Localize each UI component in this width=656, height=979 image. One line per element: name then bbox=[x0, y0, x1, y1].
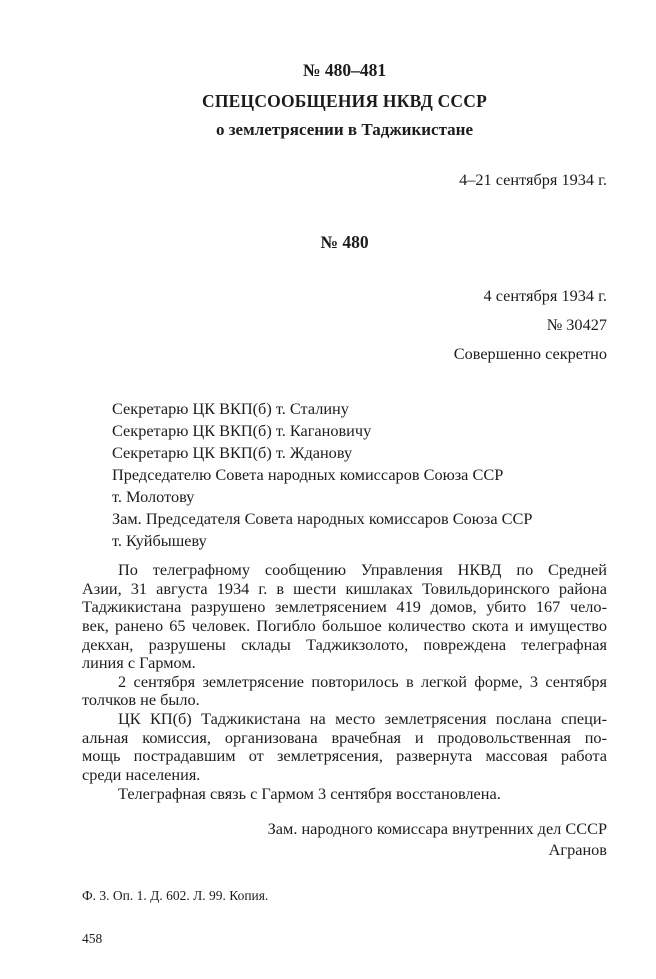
archive-reference: Ф. 3. Оп. 1. Д. 602. Л. 99. Копия. bbox=[82, 888, 269, 903]
addressee-line: Секретарю ЦК ВКП(б) т. Жданову bbox=[112, 443, 353, 462]
paragraph-line: мощь пострадавшим от землетрясения, развернута массовая работа bbox=[82, 746, 607, 766]
page-number: 458 bbox=[82, 931, 103, 946]
section-subtitle: о землетрясении в Таджикистане bbox=[215, 120, 474, 139]
paragraph-line: ЦК КП(б) Таджикистана на место землетрясения послана специ- bbox=[118, 709, 607, 729]
addressee-line: Председателю Совета народных комиссаров Союза ССР bbox=[112, 465, 504, 484]
addressee-line: Секретарю ЦК ВКП(б) т. Кагановичу bbox=[112, 421, 372, 440]
paragraph-line: линия с Гармом. bbox=[82, 653, 196, 673]
document-body bbox=[82, 561, 607, 803]
paragraph-line: среди населения. bbox=[82, 765, 201, 785]
paragraph-line: Телеграфная связь с Гармом 3 сентября восстановлена. bbox=[118, 783, 501, 803]
document-date: 4 сентября 1934 г. bbox=[483, 286, 607, 305]
paragraph-line: век, ранено 65 человек. Погибло большое количество скота и имущество bbox=[82, 615, 607, 635]
document-number: № 480 bbox=[320, 232, 369, 252]
paragraph-line: По телеграфному сообщению Управления НКВД по Средней bbox=[118, 560, 607, 579]
signature-block bbox=[82, 818, 607, 860]
paragraph-line: Таджикистана разрушено землетрясением 419 домов, убито 167 чело- bbox=[82, 597, 607, 617]
addressee-list bbox=[112, 398, 607, 552]
section-title: СПЕЦСООБЩЕНИЯ НКВД СССР bbox=[201, 91, 488, 111]
addressee-line: Секретарю ЦК ВКП(б) т. Сталину bbox=[112, 399, 349, 418]
addressee-line: т. Молотову bbox=[112, 487, 195, 506]
addressee-line: т. Куйбышеву bbox=[112, 531, 207, 550]
signatory-name: Агранов bbox=[548, 840, 607, 859]
paragraph-line: толчков не было. bbox=[82, 690, 200, 710]
paragraph-line: Азии, 31 августа 1934 г. в шести кишлаках Товильдоринского района bbox=[82, 578, 607, 598]
signatory-position: Зам. народного комиссара внутренних дел СССР bbox=[267, 819, 607, 838]
addressee-line: Зам. Председателя Совета народных комиссаров Союза ССР bbox=[112, 509, 533, 528]
paragraph-line: альная комиссия, организована врачебная и продовольственная по- bbox=[82, 727, 607, 747]
paragraph bbox=[82, 710, 607, 785]
paragraph bbox=[82, 673, 607, 710]
section-date-range: 4–21 сентября 1934 г. bbox=[459, 170, 607, 189]
paragraph-line: 2 сентября землетрясение повторилось в легкой форме, 3 сентября bbox=[118, 671, 607, 691]
section-number: № 480–481 bbox=[302, 60, 387, 80]
paragraph bbox=[82, 561, 607, 673]
classification-stamp: Совершенно секретно bbox=[453, 344, 607, 363]
paragraph-line: декхан, разрушены склады Таджикзолото, повреждена телеграфная bbox=[82, 634, 607, 654]
paragraph bbox=[82, 785, 607, 804]
registration-number: № 30427 bbox=[546, 315, 607, 334]
